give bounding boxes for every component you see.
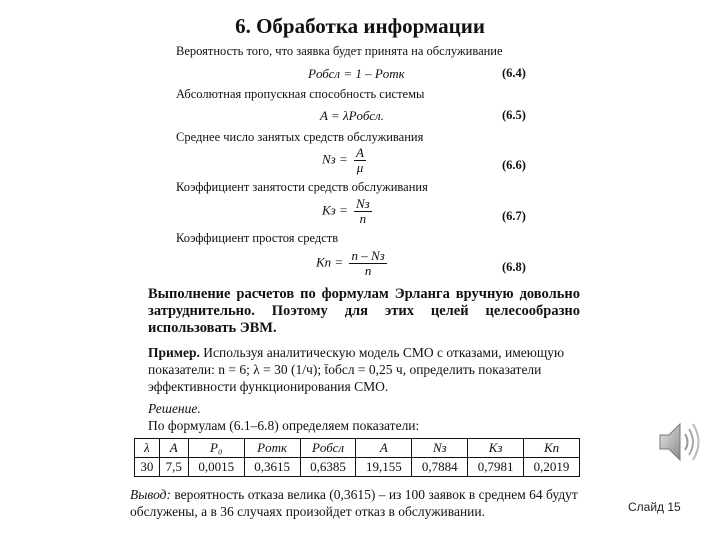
conclusion-paragraph bbox=[130, 486, 580, 520]
definition-label: Коэффициент простоя средств bbox=[176, 231, 339, 245]
table-cell: 0,2019 bbox=[524, 458, 580, 477]
fraction-numerator: n – Nз bbox=[351, 248, 385, 263]
equation-number: (6.6) bbox=[502, 158, 526, 172]
solution-label: Решение. bbox=[148, 401, 201, 416]
results-table bbox=[134, 438, 580, 477]
table-header-cell: Nз bbox=[412, 439, 468, 458]
fraction-denominator: n bbox=[364, 263, 372, 278]
table-cell: 0,7981 bbox=[468, 458, 524, 477]
fraction-numerator: Nз bbox=[356, 196, 370, 211]
table-cell: 0,3615 bbox=[244, 458, 300, 477]
formula-lhs: Kз = bbox=[322, 202, 348, 218]
formula-lhs: Kп = bbox=[316, 254, 344, 270]
table-cell: 19,155 bbox=[356, 458, 412, 477]
table-cell: 7,5 bbox=[159, 458, 188, 477]
table-header-cell: A bbox=[159, 439, 188, 458]
formula bbox=[316, 249, 387, 278]
equation-number: (6.7) bbox=[502, 209, 526, 223]
example-paragraph bbox=[148, 344, 580, 395]
table-header-cell: Kп bbox=[524, 439, 580, 458]
equation-number: (6.5) bbox=[502, 108, 526, 122]
equation-number: (6.4) bbox=[502, 66, 526, 80]
table-cell: 0,0015 bbox=[188, 458, 244, 477]
table-header-cell: Pобсл bbox=[300, 439, 356, 458]
fraction bbox=[354, 146, 366, 175]
fraction bbox=[354, 197, 372, 226]
definition-label: Коэффициент занятости средств обслуживания bbox=[176, 180, 428, 194]
example-text: Используя аналитическую модель СМО с отказами, имеющую показатели: n = 6; λ = 30 (1/ч); t̄обсл = 0,25 ч, определить показатели эффективности функционирования СМО. bbox=[148, 345, 565, 394]
formula-lhs: Nз = bbox=[322, 151, 348, 167]
formula: Pобсл = 1 – Pотк bbox=[308, 66, 405, 81]
table-header-cell: Pотк bbox=[244, 439, 300, 458]
table-header-row bbox=[135, 439, 580, 458]
table-header-cell: Kз bbox=[468, 439, 524, 458]
table-header-cell: P₀ bbox=[188, 439, 244, 458]
speaker-icon[interactable] bbox=[656, 418, 706, 471]
formula bbox=[322, 146, 366, 175]
definition-label: Среднее число занятых средств обслуживания bbox=[176, 130, 424, 144]
example-label: Пример. bbox=[148, 345, 200, 360]
conclusion-label: Вывод: bbox=[130, 487, 171, 502]
fraction-numerator: A bbox=[356, 145, 364, 160]
fraction-denominator: μ bbox=[356, 160, 364, 175]
table-row bbox=[135, 458, 580, 477]
definition-label: Абсолютная пропускная способность системы bbox=[176, 87, 425, 101]
speaker-icon-graphic bbox=[656, 418, 706, 466]
formula bbox=[322, 197, 372, 226]
table-header-cell: A bbox=[356, 439, 412, 458]
definition-label: Вероятность того, что заявка будет принята на обслуживание bbox=[176, 44, 503, 58]
solution-text: По формулам (6.1–6.8) определяем показатели: bbox=[148, 418, 420, 433]
table-header-cell: λ bbox=[135, 439, 160, 458]
conclusion-text: вероятность отказа велика (0,3615) – из 100 заявок в среднем 64 будут обслужены, а в 36 случаях произойдет отказ в обслуживании. bbox=[130, 487, 578, 519]
formula: A = λPобсл. bbox=[320, 108, 384, 123]
slide-number: Слайд 15 bbox=[628, 500, 681, 514]
table-cell: 30 bbox=[135, 458, 160, 477]
table-cell: 0,6385 bbox=[300, 458, 356, 477]
equation-number: (6.8) bbox=[502, 260, 526, 274]
page-title: 6. Обработка информации bbox=[235, 14, 485, 38]
fraction bbox=[349, 249, 386, 278]
paragraph: Выполнение расчетов по формулам Эрланга вручную довольно затруднительно. Поэтому для этих целей целесообразно использовать ЭВМ. bbox=[148, 286, 580, 336]
table-cell: 0,7884 bbox=[412, 458, 468, 477]
fraction-denominator: n bbox=[359, 211, 367, 226]
